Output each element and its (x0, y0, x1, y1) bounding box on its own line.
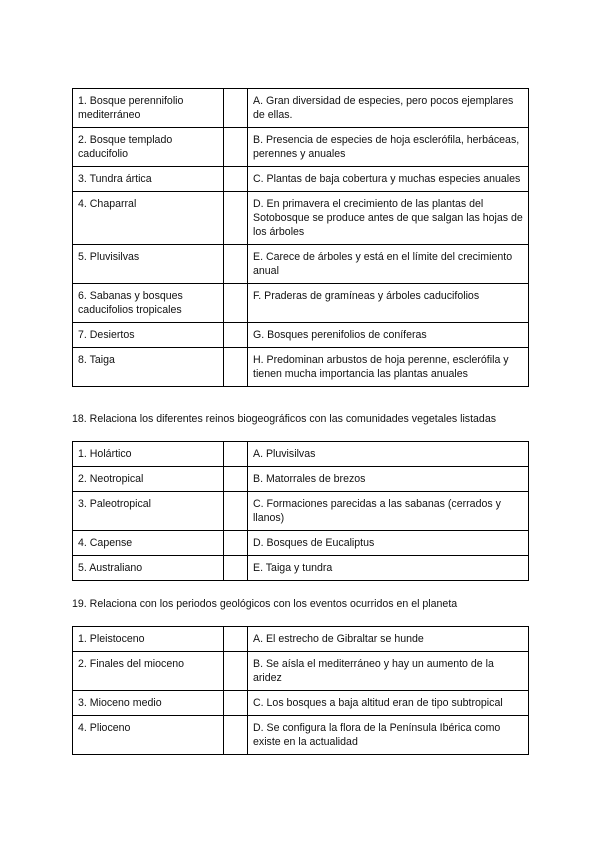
right-cell: H. Predominan arbustos de hoja perenne, esclerófila y tienen mucha importancia las plantas anuales (248, 348, 529, 387)
table-row (73, 348, 529, 387)
table-kingdoms (72, 441, 529, 581)
right-cell: C. Plantas de baja cobertura y muchas especies anuales (248, 167, 529, 192)
left-cell: 1. Bosque perennifolio mediterráneo (73, 89, 224, 128)
right-cell: F. Praderas de gramíneas y árboles caducifolios (248, 284, 529, 323)
answer-cell[interactable] (224, 467, 248, 492)
left-cell: 1. Holártico (73, 442, 224, 467)
left-cell: 4. Chaparral (73, 192, 224, 245)
left-cell: 4. Plioceno (73, 716, 224, 755)
answer-cell[interactable] (224, 627, 248, 652)
question-19: 19. Relaciona con los periodos geológicos con los eventos ocurridos en el planeta (72, 598, 458, 610)
table-row (73, 167, 529, 192)
right-cell: E. Carece de árboles y está en el límite del crecimiento anual (248, 245, 529, 284)
left-cell: 2. Neotropical (73, 467, 224, 492)
answer-cell[interactable] (224, 128, 248, 167)
question-18: 18. Relaciona los diferentes reinos biogeográficos con las comunidades vegetales listadas (72, 413, 497, 425)
answer-cell[interactable] (224, 531, 248, 556)
right-cell: D. Bosques de Eucaliptus (248, 531, 529, 556)
left-cell: 3. Tundra ártica (73, 167, 224, 192)
table-formations (72, 88, 529, 387)
right-cell: G. Bosques perenifolios de coníferas (248, 323, 529, 348)
answer-cell[interactable] (224, 192, 248, 245)
left-cell: 3. Paleotropical (73, 492, 224, 531)
right-cell: A. Pluvisilvas (248, 442, 529, 467)
table-row (73, 467, 529, 492)
right-cell: C. Los bosques a baja altitud eran de tipo subtropical (248, 691, 529, 716)
left-cell: 5. Pluvisilvas (73, 245, 224, 284)
left-cell: 2. Finales del mioceno (73, 652, 224, 691)
table-row (73, 652, 529, 691)
answer-cell[interactable] (224, 652, 248, 691)
right-cell: A. El estrecho de Gibraltar se hunde (248, 627, 529, 652)
table-row (73, 716, 529, 755)
table-row (73, 89, 529, 128)
left-cell: 6. Sabanas y bosques caducifolios tropicales (73, 284, 224, 323)
right-cell: E. Taiga y tundra (248, 556, 529, 581)
table-row (73, 691, 529, 716)
answer-cell[interactable] (224, 716, 248, 755)
right-cell: D. En primavera el crecimiento de las plantas del Sotobosque se produce antes de que salgan las hojas de los árboles (248, 192, 529, 245)
table-row (73, 284, 529, 323)
right-cell: D. Se configura la flora de la Península Ibérica como existe en la actualidad (248, 716, 529, 755)
table-row (73, 128, 529, 167)
left-cell: 3. Mioceno medio (73, 691, 224, 716)
table-row (73, 192, 529, 245)
answer-cell[interactable] (224, 89, 248, 128)
table-periods (72, 626, 529, 755)
answer-cell[interactable] (224, 348, 248, 387)
answer-cell[interactable] (224, 323, 248, 348)
answer-cell[interactable] (224, 492, 248, 531)
right-cell: B. Se aísla el mediterráneo y hay un aumento de la aridez (248, 652, 529, 691)
right-cell: B. Matorrales de brezos (248, 467, 529, 492)
left-cell: 4. Capense (73, 531, 224, 556)
right-cell: A. Gran diversidad de especies, pero pocos ejemplares de ellas. (248, 89, 529, 128)
table-row (73, 531, 529, 556)
left-cell: 1. Pleistoceno (73, 627, 224, 652)
answer-cell[interactable] (224, 167, 248, 192)
answer-cell[interactable] (224, 284, 248, 323)
right-cell: C. Formaciones parecidas a las sabanas (cerrados y llanos) (248, 492, 529, 531)
right-cell: B. Presencia de especies de hoja esclerófila, herbáceas, perennes y anuales (248, 128, 529, 167)
answer-cell[interactable] (224, 442, 248, 467)
left-cell: 2. Bosque templado caducifolio (73, 128, 224, 167)
answer-cell[interactable] (224, 245, 248, 284)
table-row (73, 627, 529, 652)
table-row (73, 492, 529, 531)
left-cell: 8. Taiga (73, 348, 224, 387)
table-row (73, 442, 529, 467)
table-row (73, 323, 529, 348)
table-row (73, 245, 529, 284)
left-cell: 7. Desiertos (73, 323, 224, 348)
answer-cell[interactable] (224, 691, 248, 716)
table-row (73, 556, 529, 581)
answer-cell[interactable] (224, 556, 248, 581)
left-cell: 5. Australiano (73, 556, 224, 581)
